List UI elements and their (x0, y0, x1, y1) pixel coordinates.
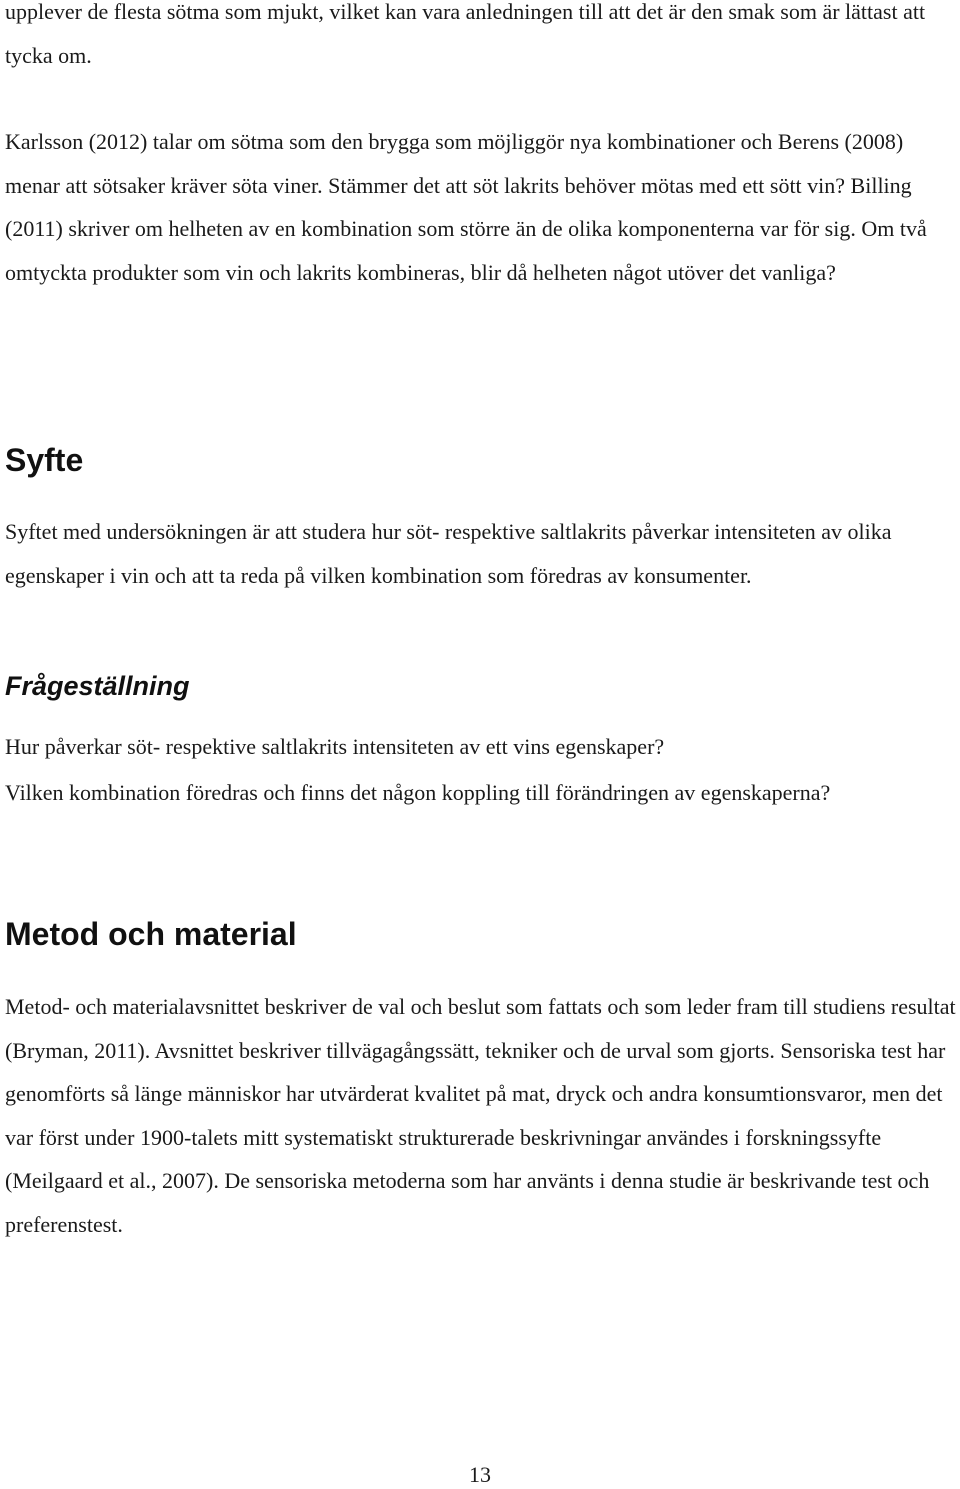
intro-paragraph-continued: upplever de flesta sötma som mjukt, vilket kan vara anledningen till att det är den smak som är lättast att tycka om. (5, 0, 926, 68)
section-heading-metod: Metod och material (5, 916, 297, 952)
metod-paragraph: Metod- och materialavsnittet beskriver de val och beslut som fattats och som leder fram till studiens resultat (Bryman, 2011). Avsnittet beskriver tillvägagångssätt, tekniker och de urval som gjorts. Sensoriska test har genomförts så länge människor har utvärderat kvalitet på mat, dryck och andra konsumtionsvaror, men det var först under 1900-talets mitt systematiskt strukturerade beskrivningar användes i forskningssyfte (Meilgaard et al., 2007). De sensoriska metoderna som har använts i denna studie är beskrivande test och preferenstest. (5, 994, 956, 1237)
page-number: 13 (469, 1462, 491, 1487)
section-heading-syfte: Syfte (5, 442, 84, 478)
section-heading-fragestallning: Frågeställning (5, 671, 190, 701)
intro-paragraph-sweetness: Karlsson (2012) talar om sötma som den brygga som möjliggör nya kombinationer och Berens (2008) menar att sötsaker kräver söta viner. Stämmer det att söt lakrits behöver mötas med ett sött vin? Billing (2011) skriver om helheten av en kombination som större än de olika komponenterna var för sig. Om två omtyckta produkter som vin och lakrits kombineras, blir då helheten något utöver det vanliga? (5, 129, 927, 285)
syfte-paragraph: Syftet med undersökningen är att studera hur söt- respektive saltlakrits påverkar intensiteten av olika egenskaper i vin och att ta reda på vilken kombination som föredras av konsumenter. (5, 519, 892, 588)
research-question-1: Hur påverkar söt- respektive saltlakrits intensiteten av ett vins egenskaper? (5, 734, 665, 759)
research-question-2: Vilken kombination föredras och finns det någon koppling till förändringen av egenskaperna? (5, 780, 831, 805)
